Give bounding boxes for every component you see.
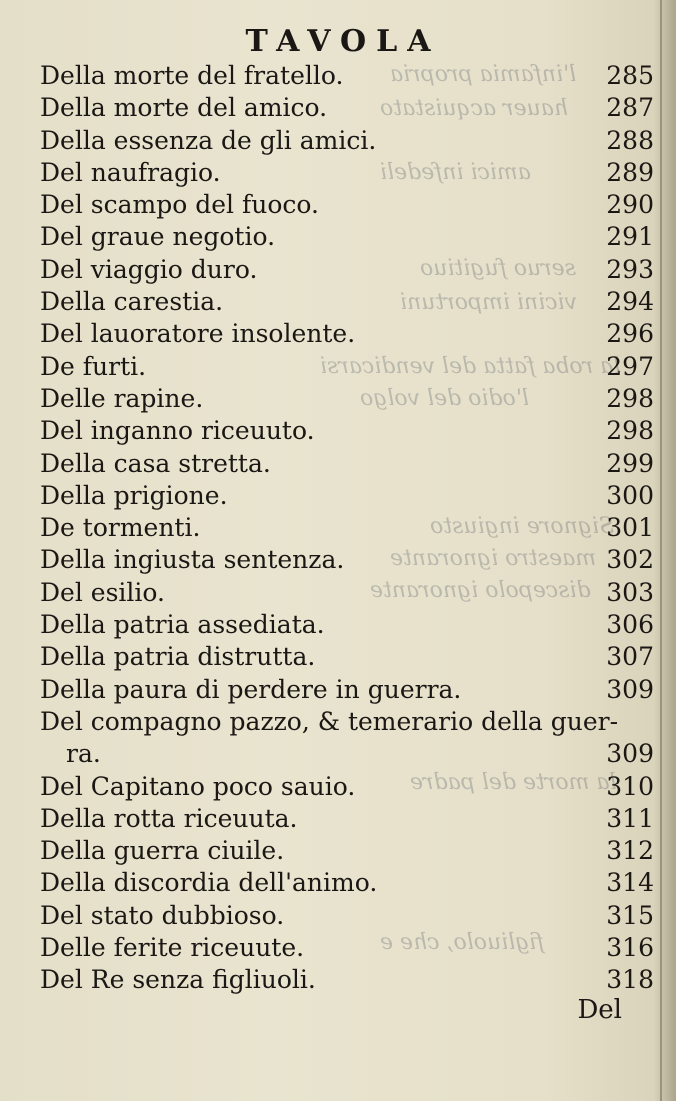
bleed-through-text: l'odio del volgo (360, 386, 529, 411)
entry-page-number: 316 (606, 933, 654, 963)
index-entry (40, 964, 654, 996)
entry-label: Del scampo del fuoco. (40, 190, 319, 220)
entry-label: Del inganno riceuuto. (40, 416, 315, 446)
index-entry (40, 254, 654, 286)
bleed-through-text: la morte del padre (410, 770, 617, 795)
entry-label: Delle ferite riceuute. (40, 933, 305, 963)
page-title: TAVOLA (245, 24, 441, 59)
entry-label: Della paura di perdere in guerra. (40, 674, 462, 704)
entry-page-number: 289 (606, 157, 654, 187)
entry-page-number: 306 (606, 610, 654, 640)
index-entry (40, 803, 654, 835)
index-entry (40, 900, 654, 932)
entry-page-number: 293 (606, 254, 654, 284)
entry-page-number: 318 (606, 965, 654, 995)
index-entry (40, 189, 654, 221)
index-entry (40, 318, 654, 350)
bleed-through-text: figliuolo, che e (380, 930, 545, 955)
index-entry (40, 286, 654, 318)
index-entry (40, 932, 654, 964)
index-entry (40, 674, 654, 706)
entry-label: Del graue negotio. (40, 222, 276, 252)
entry-label: Della morte del amico. (40, 93, 328, 123)
entry-page-number: 291 (606, 222, 654, 252)
entry-page-number: 285 (606, 61, 654, 90)
bleed-through-text: seruo fugitiuo (420, 256, 576, 281)
entry-label: Del Re senza figliuoli. (40, 965, 316, 995)
index-list (40, 60, 654, 997)
index-entry (40, 706, 654, 738)
entry-page-number: 297 (606, 351, 654, 381)
entry-page-number: 314 (606, 868, 654, 898)
entry-label: Del compagno pazzo, & temerario della guer- (40, 706, 619, 736)
entry-label: Della ingiusta sentenza. (40, 545, 345, 575)
entry-page-number: 298 (606, 416, 654, 446)
entry-page-number: 298 (606, 383, 654, 413)
index-entry (40, 92, 654, 124)
entry-page-number: 311 (606, 803, 654, 833)
index-entry (40, 448, 654, 480)
entry-page-number: 296 (606, 319, 654, 349)
entry-page-number: 300 (606, 480, 654, 510)
entry-label: Della prigione. (40, 480, 228, 510)
entry-label: Della guerra ciuile. (40, 836, 285, 866)
page-edge-shadow (654, 0, 676, 1101)
index-entry (40, 383, 654, 415)
entry-page-number: 288 (606, 125, 654, 155)
entry-page-number: 312 (606, 836, 654, 866)
entry-label: Del stato dubbioso. (40, 900, 285, 930)
index-entry (40, 835, 654, 867)
entry-label: Della rotta riceuuta. (40, 803, 298, 833)
index-entry (40, 415, 654, 447)
entry-label: Delle rapine. (40, 383, 204, 413)
entry-label: De furti. (40, 351, 147, 381)
entry-page-number: 310 (606, 771, 654, 801)
index-entry (40, 221, 654, 253)
entry-page-number: 302 (606, 545, 654, 575)
entry-page-number: 315 (606, 900, 654, 930)
entry-label: De tormenti. (40, 513, 201, 543)
bleed-through-text: l'infamia propria (390, 62, 577, 87)
entry-page-number: 294 (606, 287, 654, 317)
entry-page-number: 301 (606, 513, 654, 543)
entry-label: Del Capitano poco sauio. (40, 771, 356, 801)
bleed-through-text: maestro ignorante (390, 546, 597, 571)
entry-label: Della morte del fratello. (40, 61, 344, 90)
entry-page-number: 309 (606, 674, 654, 704)
bleed-through-text: hauer acquistato (380, 96, 569, 121)
index-entry (40, 641, 654, 673)
index-entry (40, 351, 654, 383)
index-entry (40, 771, 654, 803)
index-entry (40, 577, 654, 609)
bleed-through-text: la roba fatta del vendicarsi (320, 354, 621, 379)
index-entry (40, 512, 654, 544)
bleed-through-text: Signore ingiusto (430, 514, 615, 539)
index-entry (40, 738, 654, 770)
entry-label: Della carestia. (40, 287, 224, 317)
index-entry (40, 125, 654, 157)
entry-page-number: 309 (606, 739, 654, 769)
index-entry (40, 867, 654, 899)
entry-label: Della patria assediata. (40, 610, 325, 640)
entry-page-number: 287 (606, 93, 654, 123)
entry-page-number: 303 (606, 577, 654, 607)
index-entry (40, 157, 654, 189)
index-entry (40, 60, 654, 92)
entry-label: Della discordia dell'animo. (40, 868, 378, 898)
catchword: Del (577, 995, 622, 1025)
entry-label: Della casa stretta. (40, 448, 271, 478)
entry-label: ra. (66, 739, 101, 769)
entry-label: Della patria distrutta. (40, 642, 316, 672)
bleed-through-text: amici infedeli (380, 160, 531, 185)
entry-page-number: 290 (606, 190, 654, 220)
entry-label: Del viaggio duro. (40, 254, 258, 284)
page-edge-line (660, 0, 662, 1101)
index-entry (40, 480, 654, 512)
index-entry (40, 544, 654, 576)
entry-page-number: 299 (606, 448, 654, 478)
entry-label: Della essenza de gli amici. (40, 125, 377, 155)
bleed-through-text: discepolo ignorante (370, 578, 591, 603)
bleed-through-text: vicini importuni (400, 290, 577, 315)
entry-label: Del naufragio. (40, 157, 221, 187)
entry-page-number: 307 (606, 642, 654, 672)
entry-label: Del esilio. (40, 577, 165, 607)
entry-label: Del lauoratore insolente. (40, 319, 356, 349)
index-entry (40, 609, 654, 641)
